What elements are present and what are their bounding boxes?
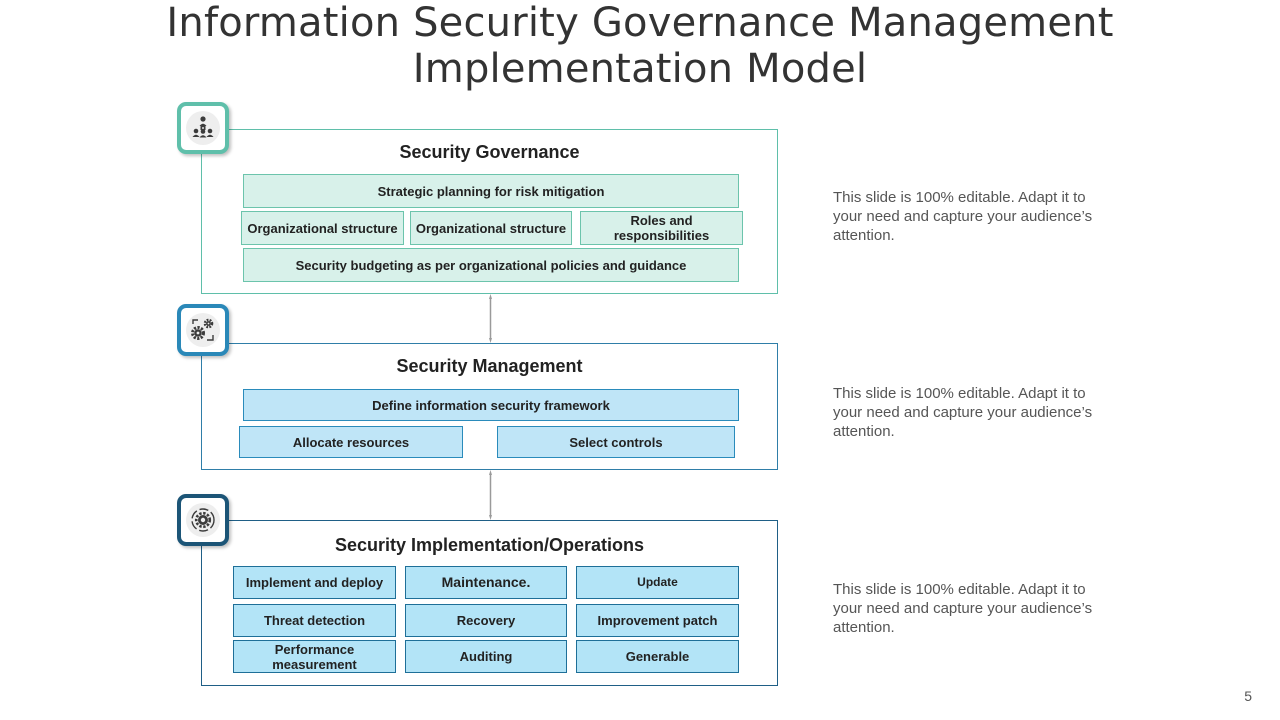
operations-item: Threat detection [233, 604, 396, 637]
connector-management-operations [489, 470, 492, 520]
operations-item: Update [576, 566, 739, 599]
security-governance-title: Security Governance [399, 142, 580, 162]
management-icon-badge [177, 304, 229, 356]
governance-icon-badge [177, 102, 229, 154]
gear-cycle-icon [189, 506, 217, 534]
operations-item: Performance measurement [233, 640, 396, 673]
define-framework-box: Define information security framework [243, 389, 739, 421]
operations-item: Implement and deploy [233, 566, 396, 599]
operations-item: Improvement patch [576, 604, 739, 637]
security-budgeting-box: Security budgeting as per organizational policies and guidance [243, 248, 739, 282]
management-note: This slide is 100% editable. Adapt it to your need and capture your audience’s attention. [833, 385, 1093, 440]
organizational-structure-box-1: Organizational structure [241, 211, 404, 245]
page-number: 5 [1244, 688, 1252, 704]
operations-item: Auditing [405, 640, 567, 673]
allocate-resources-box: Allocate resources [239, 426, 463, 458]
security-operations-panel [201, 520, 778, 686]
select-controls-box: Select controls [497, 426, 735, 458]
roles-responsibilities-box: Roles and responsibilities [580, 211, 743, 245]
connector-governance-management [489, 294, 492, 343]
slide-title-line-2: Implementation Model [412, 46, 868, 92]
security-management-panel [201, 343, 778, 470]
operations-item: Generable [576, 640, 739, 673]
operations-note: This slide is 100% editable. Adapt it to your need and capture your audience’s attention. [833, 581, 1093, 636]
gears-cycle-icon [189, 316, 217, 344]
slide-title [0, 0, 1280, 92]
organizational-structure-box-2: Organizational structure [410, 211, 572, 245]
operations-item: Maintenance. [405, 566, 567, 599]
strategic-planning-box: Strategic planning for risk mitigation [243, 174, 739, 208]
security-operations-title: Security Implementation/Operations [334, 535, 645, 555]
security-governance-panel [201, 129, 778, 294]
operations-icon-badge [177, 494, 229, 546]
slide-title-line-1: Information Security Governance Management [166, 0, 1114, 46]
operations-item: Recovery [405, 604, 567, 637]
security-management-title: Security Management [396, 356, 583, 376]
governance-note: This slide is 100% editable. Adapt it to your need and capture your audience’s attention. [833, 189, 1093, 244]
organization-people-icon [190, 115, 216, 141]
